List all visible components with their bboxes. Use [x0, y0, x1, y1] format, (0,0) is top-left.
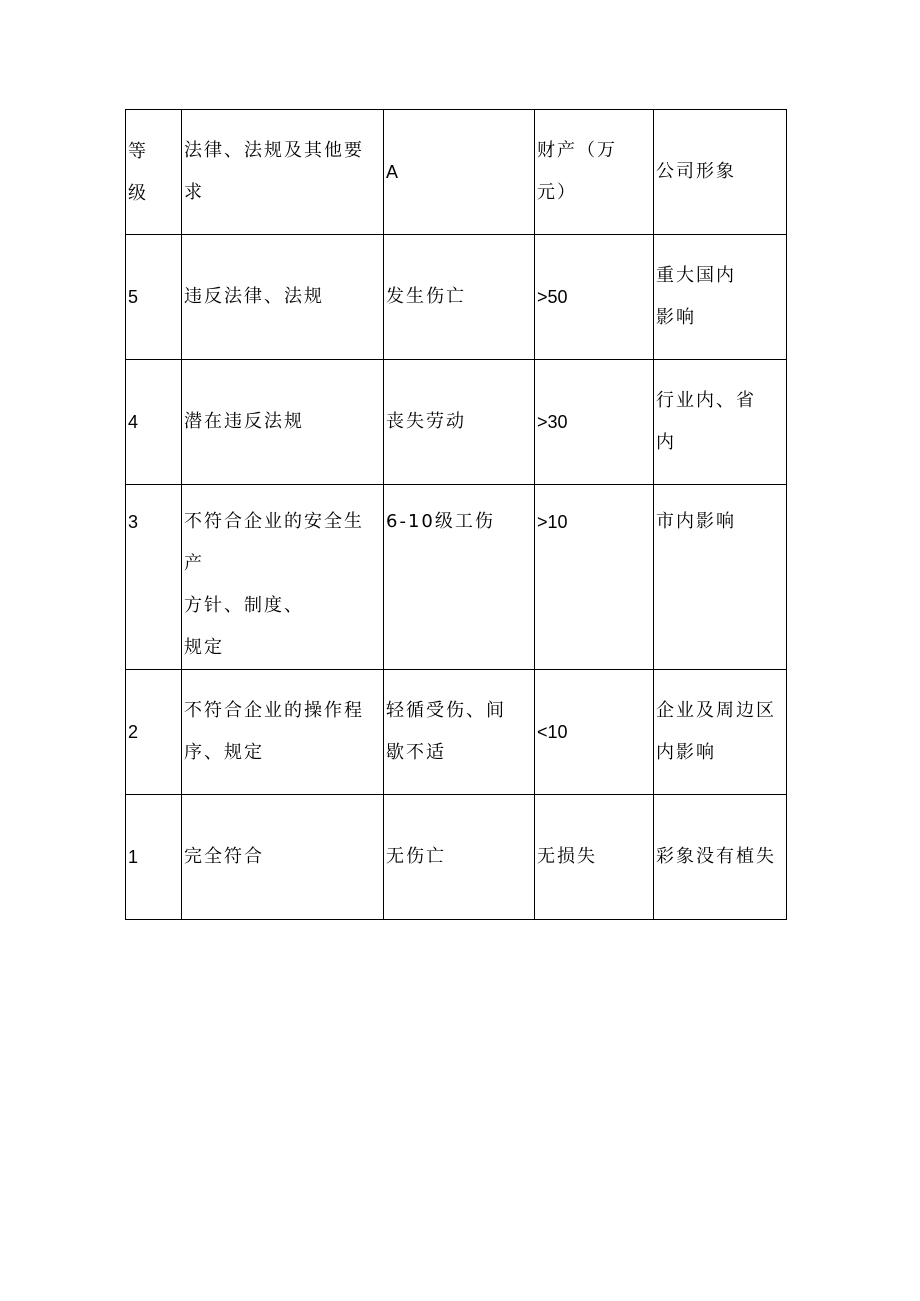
header-law-cell: [182, 110, 384, 235]
injury-value: 6-10级工伤: [386, 511, 495, 532]
injury-value: 无伤亡: [386, 846, 446, 867]
injury-value: 丧失劳动: [386, 411, 466, 432]
injury-cell: [384, 485, 535, 670]
property-value: >50: [537, 287, 568, 307]
table-row: [126, 360, 787, 485]
property-cell: [535, 360, 654, 485]
header-level: 等 级: [128, 141, 146, 203]
level-cell: [126, 360, 182, 485]
law-value: 潜在违反法规: [184, 411, 304, 432]
law-cell: [182, 485, 384, 670]
law-cell: [182, 235, 384, 360]
level-value: 1: [128, 847, 139, 867]
law-value: 不符合企业的操作程 序、规定: [184, 700, 364, 763]
injury-cell: [384, 235, 535, 360]
image-cell: [654, 235, 787, 360]
injury-value: 发生伤亡: [386, 286, 466, 307]
law-value: 完全符合: [184, 846, 264, 867]
law-cell: [182, 795, 384, 920]
level-value: 5: [128, 287, 139, 307]
header-property: 财产（万 元）: [537, 140, 617, 203]
level-cell: [126, 670, 182, 795]
property-value: >10: [537, 512, 568, 532]
property-cell: [535, 670, 654, 795]
header-law: 法律、法规及其他要 求: [184, 140, 364, 203]
header-injury-cell: [384, 110, 535, 235]
image-value: 企业及周边区 内影响: [656, 700, 776, 763]
level-value: 3: [128, 512, 139, 532]
image-cell: [654, 795, 787, 920]
level-cell: [126, 235, 182, 360]
law-value: 不符合企业的安全生产 方针、制度、 规定: [184, 511, 364, 658]
table-row: [126, 485, 787, 670]
level-value: 2: [128, 722, 139, 742]
property-value: 无损失: [537, 846, 597, 867]
property-cell: [535, 485, 654, 670]
level-cell: [126, 485, 182, 670]
image-value: 重大国内 影响: [656, 265, 736, 328]
image-cell: [654, 485, 787, 670]
law-cell: [182, 670, 384, 795]
header-injury: A: [386, 162, 399, 182]
injury-value: 轻循受伤、间 歇不适: [386, 700, 506, 763]
table-row: [126, 235, 787, 360]
image-value: 市内影响: [656, 511, 736, 532]
injury-cell: [384, 795, 535, 920]
level-value: 4: [128, 412, 139, 432]
level-cell: [126, 795, 182, 920]
table-row: [126, 670, 787, 795]
property-value: >30: [537, 412, 568, 432]
header-image: 公司形象: [656, 161, 736, 182]
image-value: 彩象没有植失: [656, 846, 776, 867]
image-cell: [654, 670, 787, 795]
header-image-cell: [654, 110, 787, 235]
image-cell: [654, 360, 787, 485]
injury-cell: [384, 670, 535, 795]
table-header-row: [126, 110, 787, 235]
header-property-cell: [535, 110, 654, 235]
table-row: [126, 795, 787, 920]
injury-cell: [384, 360, 535, 485]
header-level-cell: [126, 110, 182, 235]
risk-level-table: [125, 109, 787, 920]
image-value: 行业内、省 内: [656, 390, 756, 453]
property-value: <10: [537, 722, 568, 742]
property-cell: [535, 795, 654, 920]
property-cell: [535, 235, 654, 360]
law-cell: [182, 360, 384, 485]
law-value: 违反法律、法规: [184, 286, 324, 307]
